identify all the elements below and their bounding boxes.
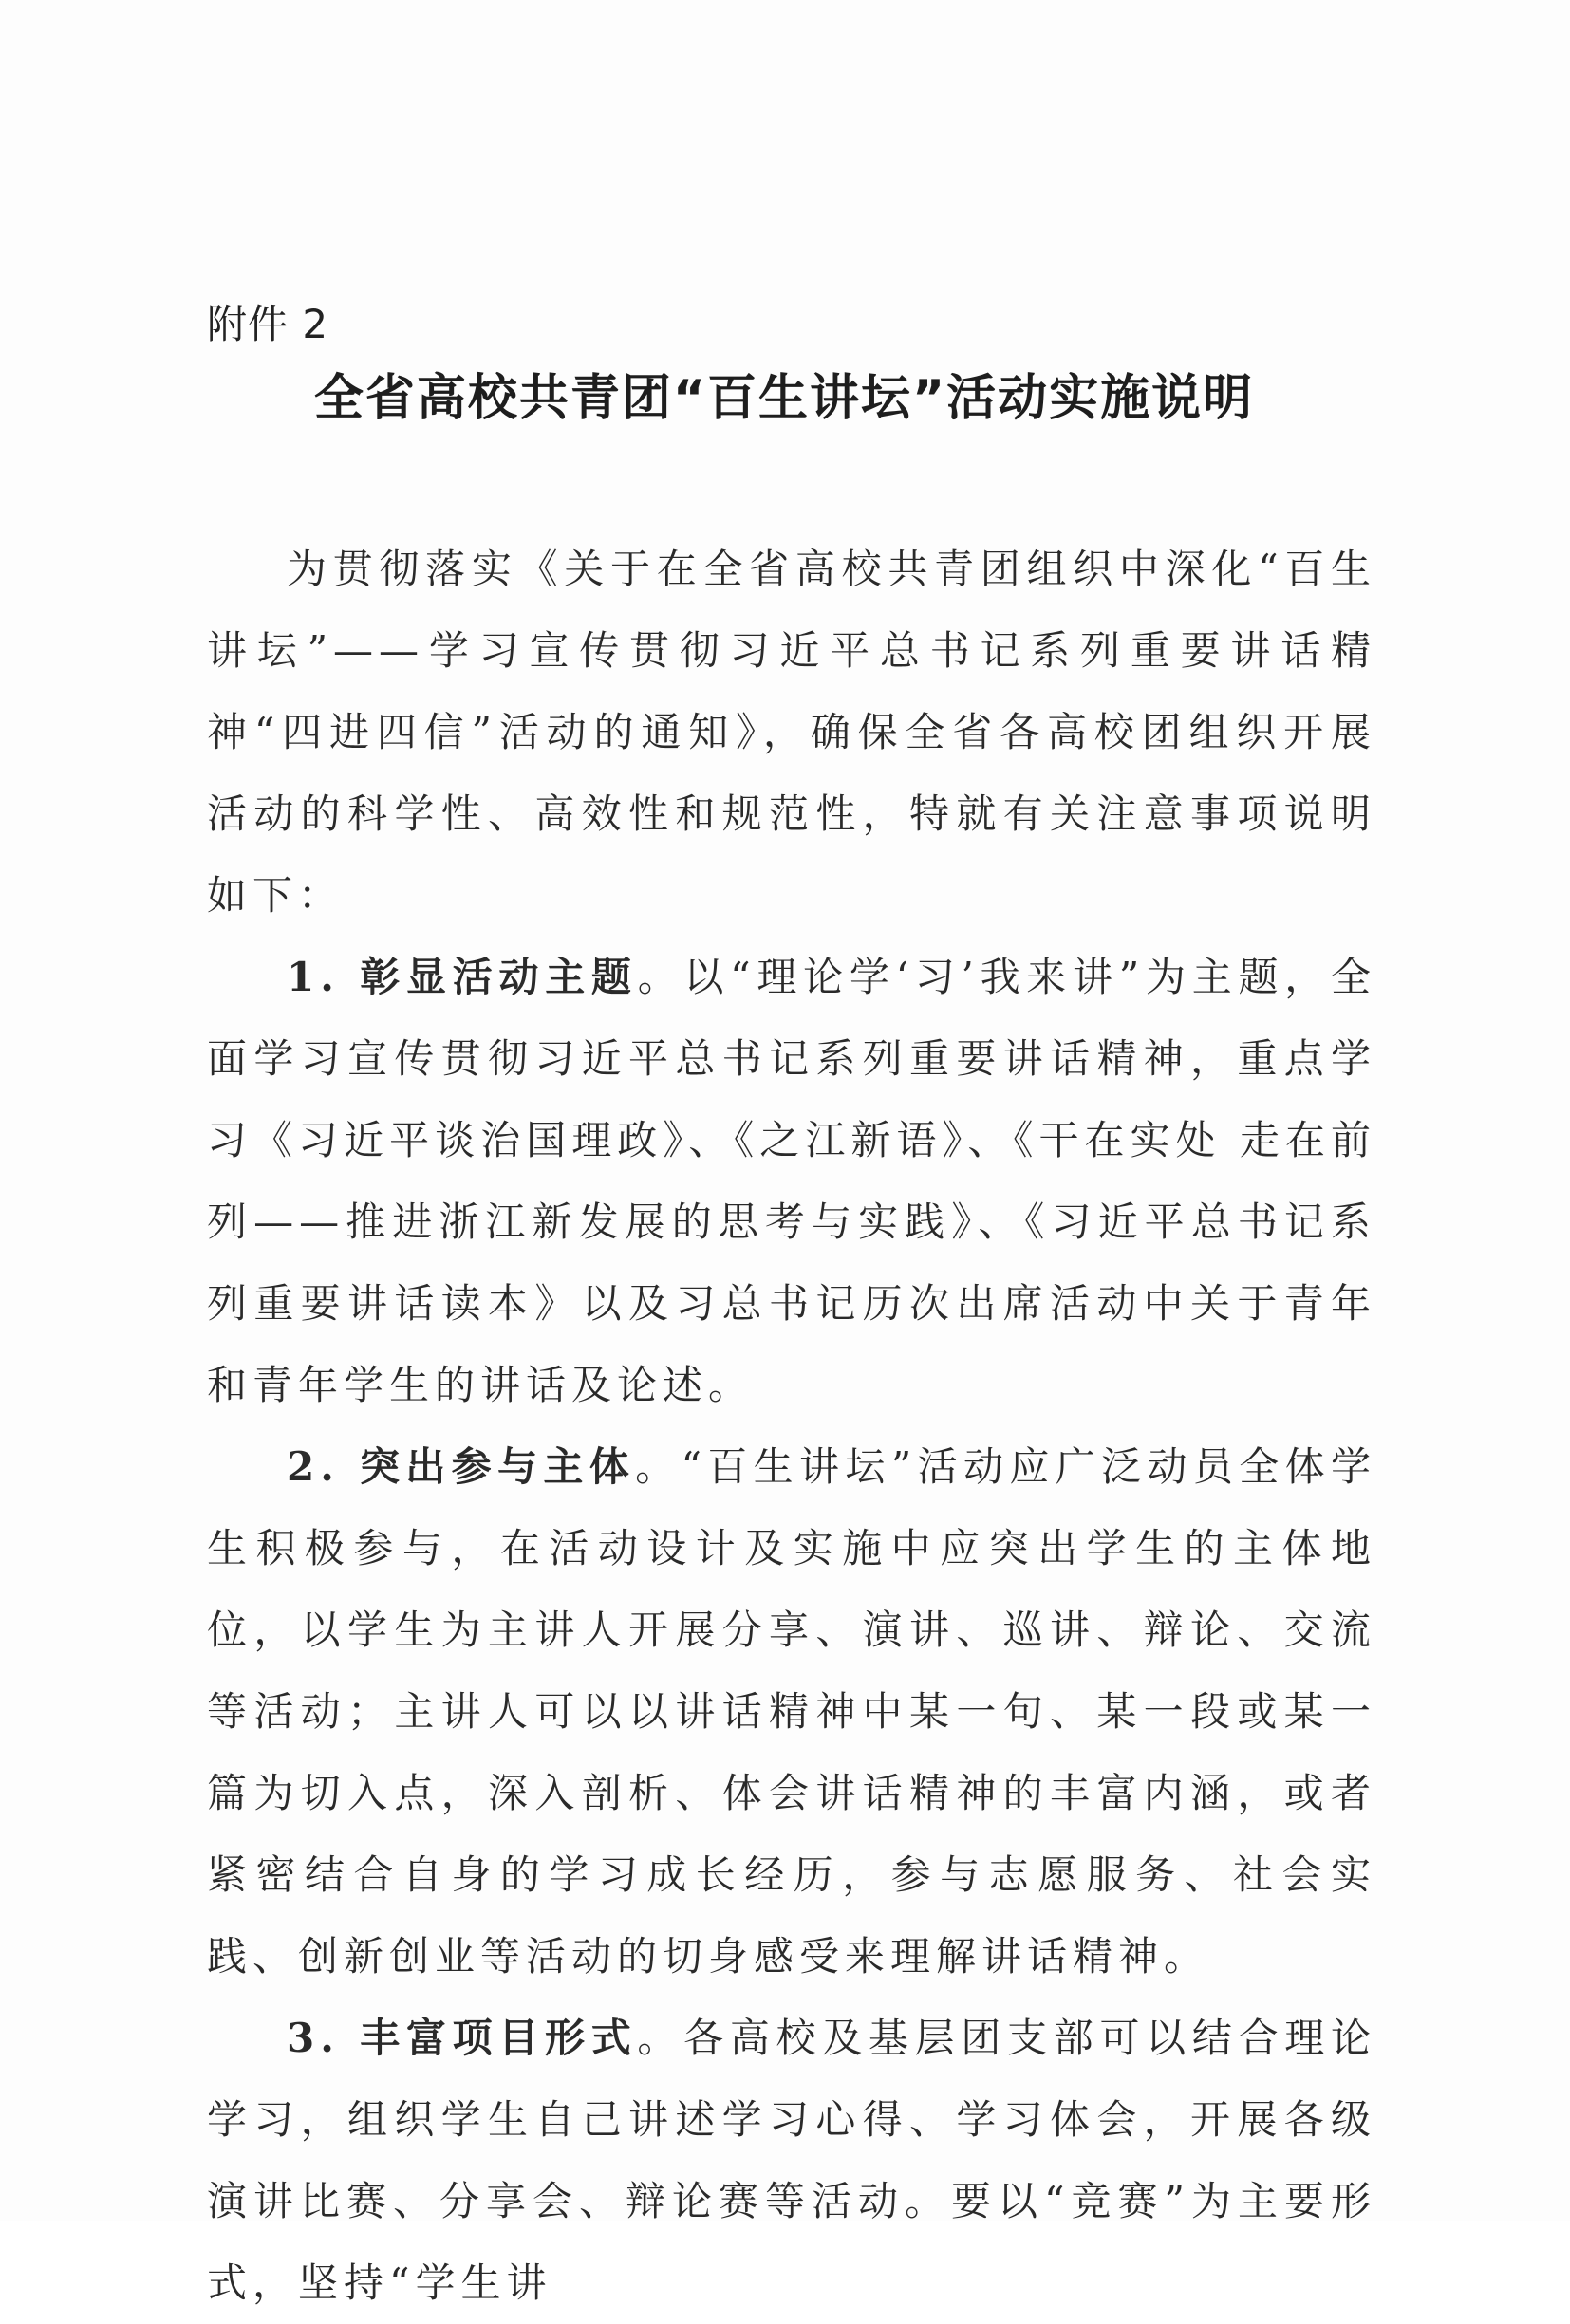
item-paragraph-1 [207,937,1376,1426]
document-title: 全省高校共青团“百生讲坛”活动实施说明 [313,370,1255,427]
item-heading-1: 1. 彰显活动主题 [287,954,638,1000]
item-heading-3: 3. 丰富项目形式 [287,2015,638,2061]
item-text-3: 。各高校及基层团支部可以结合理论学习，组织学生自己讲述学习心得、学习体会，开展各级演讲比赛、分享会、辩论赛等活动。要以“竞赛”为主要形式，坚持“学生讲 [207,2015,1376,2306]
item-text-1: 。以“理论学‘习’我来讲”为主题，全面学习宣传贯彻习近平总书记系列重要讲话精神，重点学习《习近平谈治国理政》、《之江新语》、《干在实处 走在前列——推进浙江新发展的思考与实践》、《习近平总书记系列重要讲话读本》以及习总书记历次出席活动中关于青年和青年学生的讲话及论述。 [207,954,1376,1408]
intro-paragraph: 为贯彻落实《关于在全省高校共青团组织中深化“百生讲坛”——学习宣传贯彻习近平总书记系列重要讲话精神“四进四信”活动的通知》，确保全省各高校团组织开展活动的科学性、高效性和规范性，特就有关注意事项说明如下： [207,546,1376,919]
document-body [207,529,1376,2324]
item-paragraph-3 [207,1998,1376,2324]
attachment-label: 附件 2 [207,301,329,347]
item-paragraph-2 [207,1426,1376,1998]
item-text-2: 。“百生讲坛”活动应广泛动员全体学生积极参与，在活动设计及实施中应突出学生的主体地位，以学生为主讲人开展分享、演讲、巡讲、辩论、交流等活动；主讲人可以以讲话精神中某一句、某一段或某一篇为切入点，深入剖析、体会讲话精神的丰富内涵，或者紧密结合自身的学习成长经历，参与志愿服务、社会实践、创新创业等活动的切身感受来理解讲话精神。 [207,1443,1377,1980]
item-heading-2: 2. 突出参与主体 [287,1443,636,1490]
